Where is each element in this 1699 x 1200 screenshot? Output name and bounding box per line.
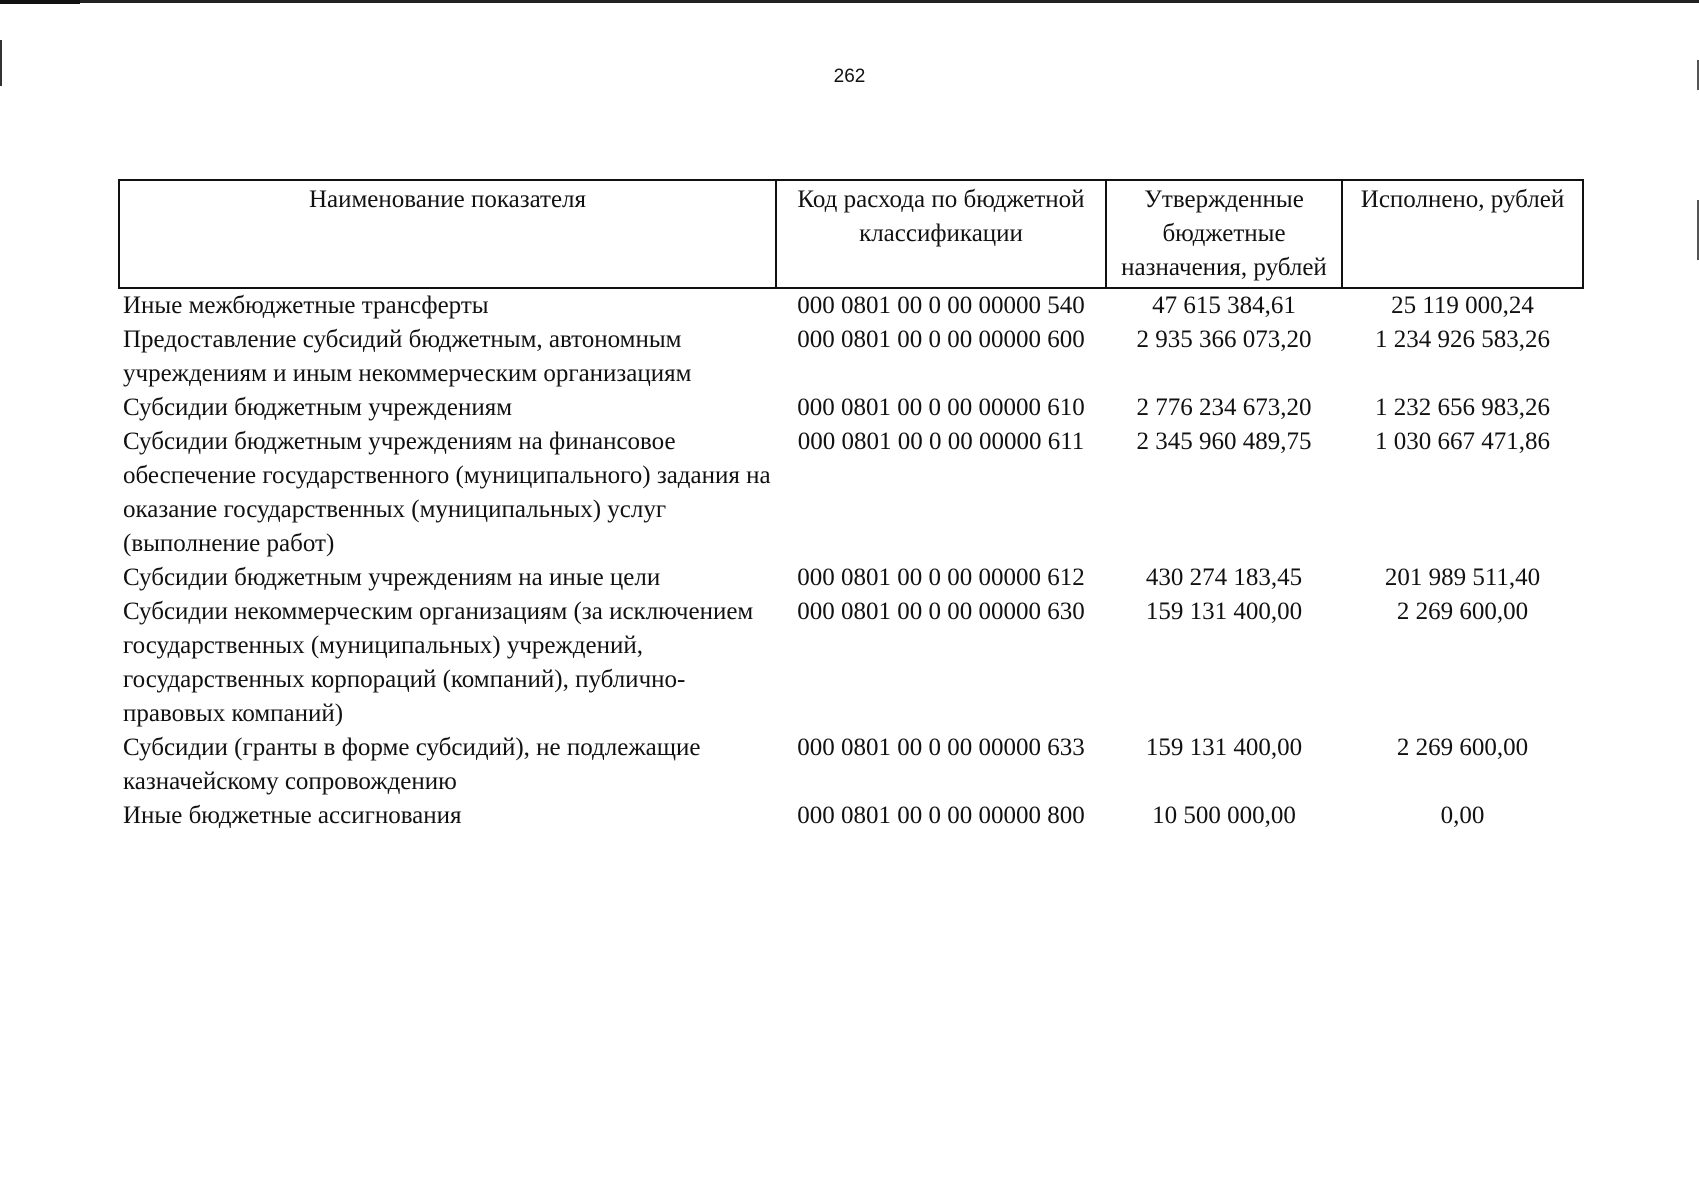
row-executed: 201 989 511,40: [1384, 564, 1541, 591]
table-body: [119, 288, 1583, 833]
table-row: [119, 288, 1583, 323]
table-row: [119, 561, 1583, 595]
table-row: [119, 323, 1583, 391]
table-row: [119, 799, 1583, 833]
row-code: 000 0801 00 0 00 00000 800: [797, 802, 1085, 829]
row-approved: 10 500 000,00: [1152, 802, 1296, 829]
row-approved: 47 615 384,61: [1152, 292, 1296, 319]
row-name: Субсидии (гранты в форме субсидий), не подлежащие казначейскому сопровождению: [123, 734, 701, 795]
row-approved: 2 345 960 489,75: [1136, 428, 1312, 455]
row-code: 000 0801 00 0 00 00000 540: [797, 292, 1085, 319]
row-approved: 2 935 366 073,20: [1136, 326, 1312, 353]
row-approved: 2 776 234 673,20: [1136, 394, 1312, 421]
row-executed: 2 269 600,00: [1396, 598, 1529, 625]
row-executed: 1 232 656 983,26: [1375, 394, 1550, 421]
row-code: 000 0801 00 0 00 00000 633: [797, 734, 1085, 761]
row-approved: 159 131 400,00: [1145, 734, 1303, 761]
row-executed: 1 234 926 583,26: [1375, 326, 1550, 353]
table-row: [119, 731, 1583, 799]
row-name: Предоставление субсидий бюджетным, автономным учреждениям и иным некоммерческим организациям: [123, 326, 692, 387]
row-code: 000 0801 00 0 00 00000 612: [797, 564, 1085, 591]
row-executed: 0,00: [1440, 802, 1485, 829]
header-row: [119, 180, 1583, 288]
header-code: Код расхода по бюджетной классификации: [776, 180, 1106, 288]
row-code: 000 0801 00 0 00 00000 600: [797, 326, 1085, 353]
top-scan-rule-left: [0, 0, 80, 4]
row-name: Субсидии бюджетным учреждениям: [123, 394, 513, 421]
row-name: Иные межбюджетные трансферты: [123, 292, 489, 319]
row-approved: 430 274 183,45: [1145, 564, 1303, 591]
header-name: Наименование показателя: [119, 180, 776, 288]
page-number: 262: [833, 66, 866, 87]
row-executed: 2 269 600,00: [1396, 734, 1529, 761]
row-code: 000 0801 00 0 00 00000 610: [797, 394, 1085, 421]
budget-execution-table: [118, 179, 1584, 833]
table-row: [119, 425, 1583, 561]
row-name: Субсидии некоммерческим организациям (за исключением государственных (муниципальных) учреждений, государственных корпораций (компаний), публично-правовых компаний): [123, 598, 754, 727]
table-row: [119, 391, 1583, 425]
header-approved: Утвержденные бюджетные назначения, рублей: [1106, 180, 1342, 288]
row-code: 000 0801 00 0 00 00000 611: [797, 428, 1085, 455]
header-executed: Исполнено, рублей: [1342, 180, 1583, 288]
top-scan-rule: [0, 0, 1699, 3]
row-code: 000 0801 00 0 00 00000 630: [797, 598, 1085, 625]
row-executed: 1 030 667 471,86: [1375, 428, 1550, 455]
row-name: Субсидии бюджетным учреждениям на иные цели: [123, 564, 661, 591]
row-name: Субсидии бюджетным учреждениям на финансовое обеспечение государственного (муниципального) задания на оказание государственных (муниципальных) услуг (выполнение работ): [123, 428, 771, 557]
table-header: [119, 180, 1583, 288]
table-row: [119, 595, 1583, 731]
row-approved: 159 131 400,00: [1145, 598, 1303, 625]
row-name: Иные бюджетные ассигнования: [123, 802, 462, 829]
row-executed: 25 119 000,24: [1391, 292, 1534, 319]
